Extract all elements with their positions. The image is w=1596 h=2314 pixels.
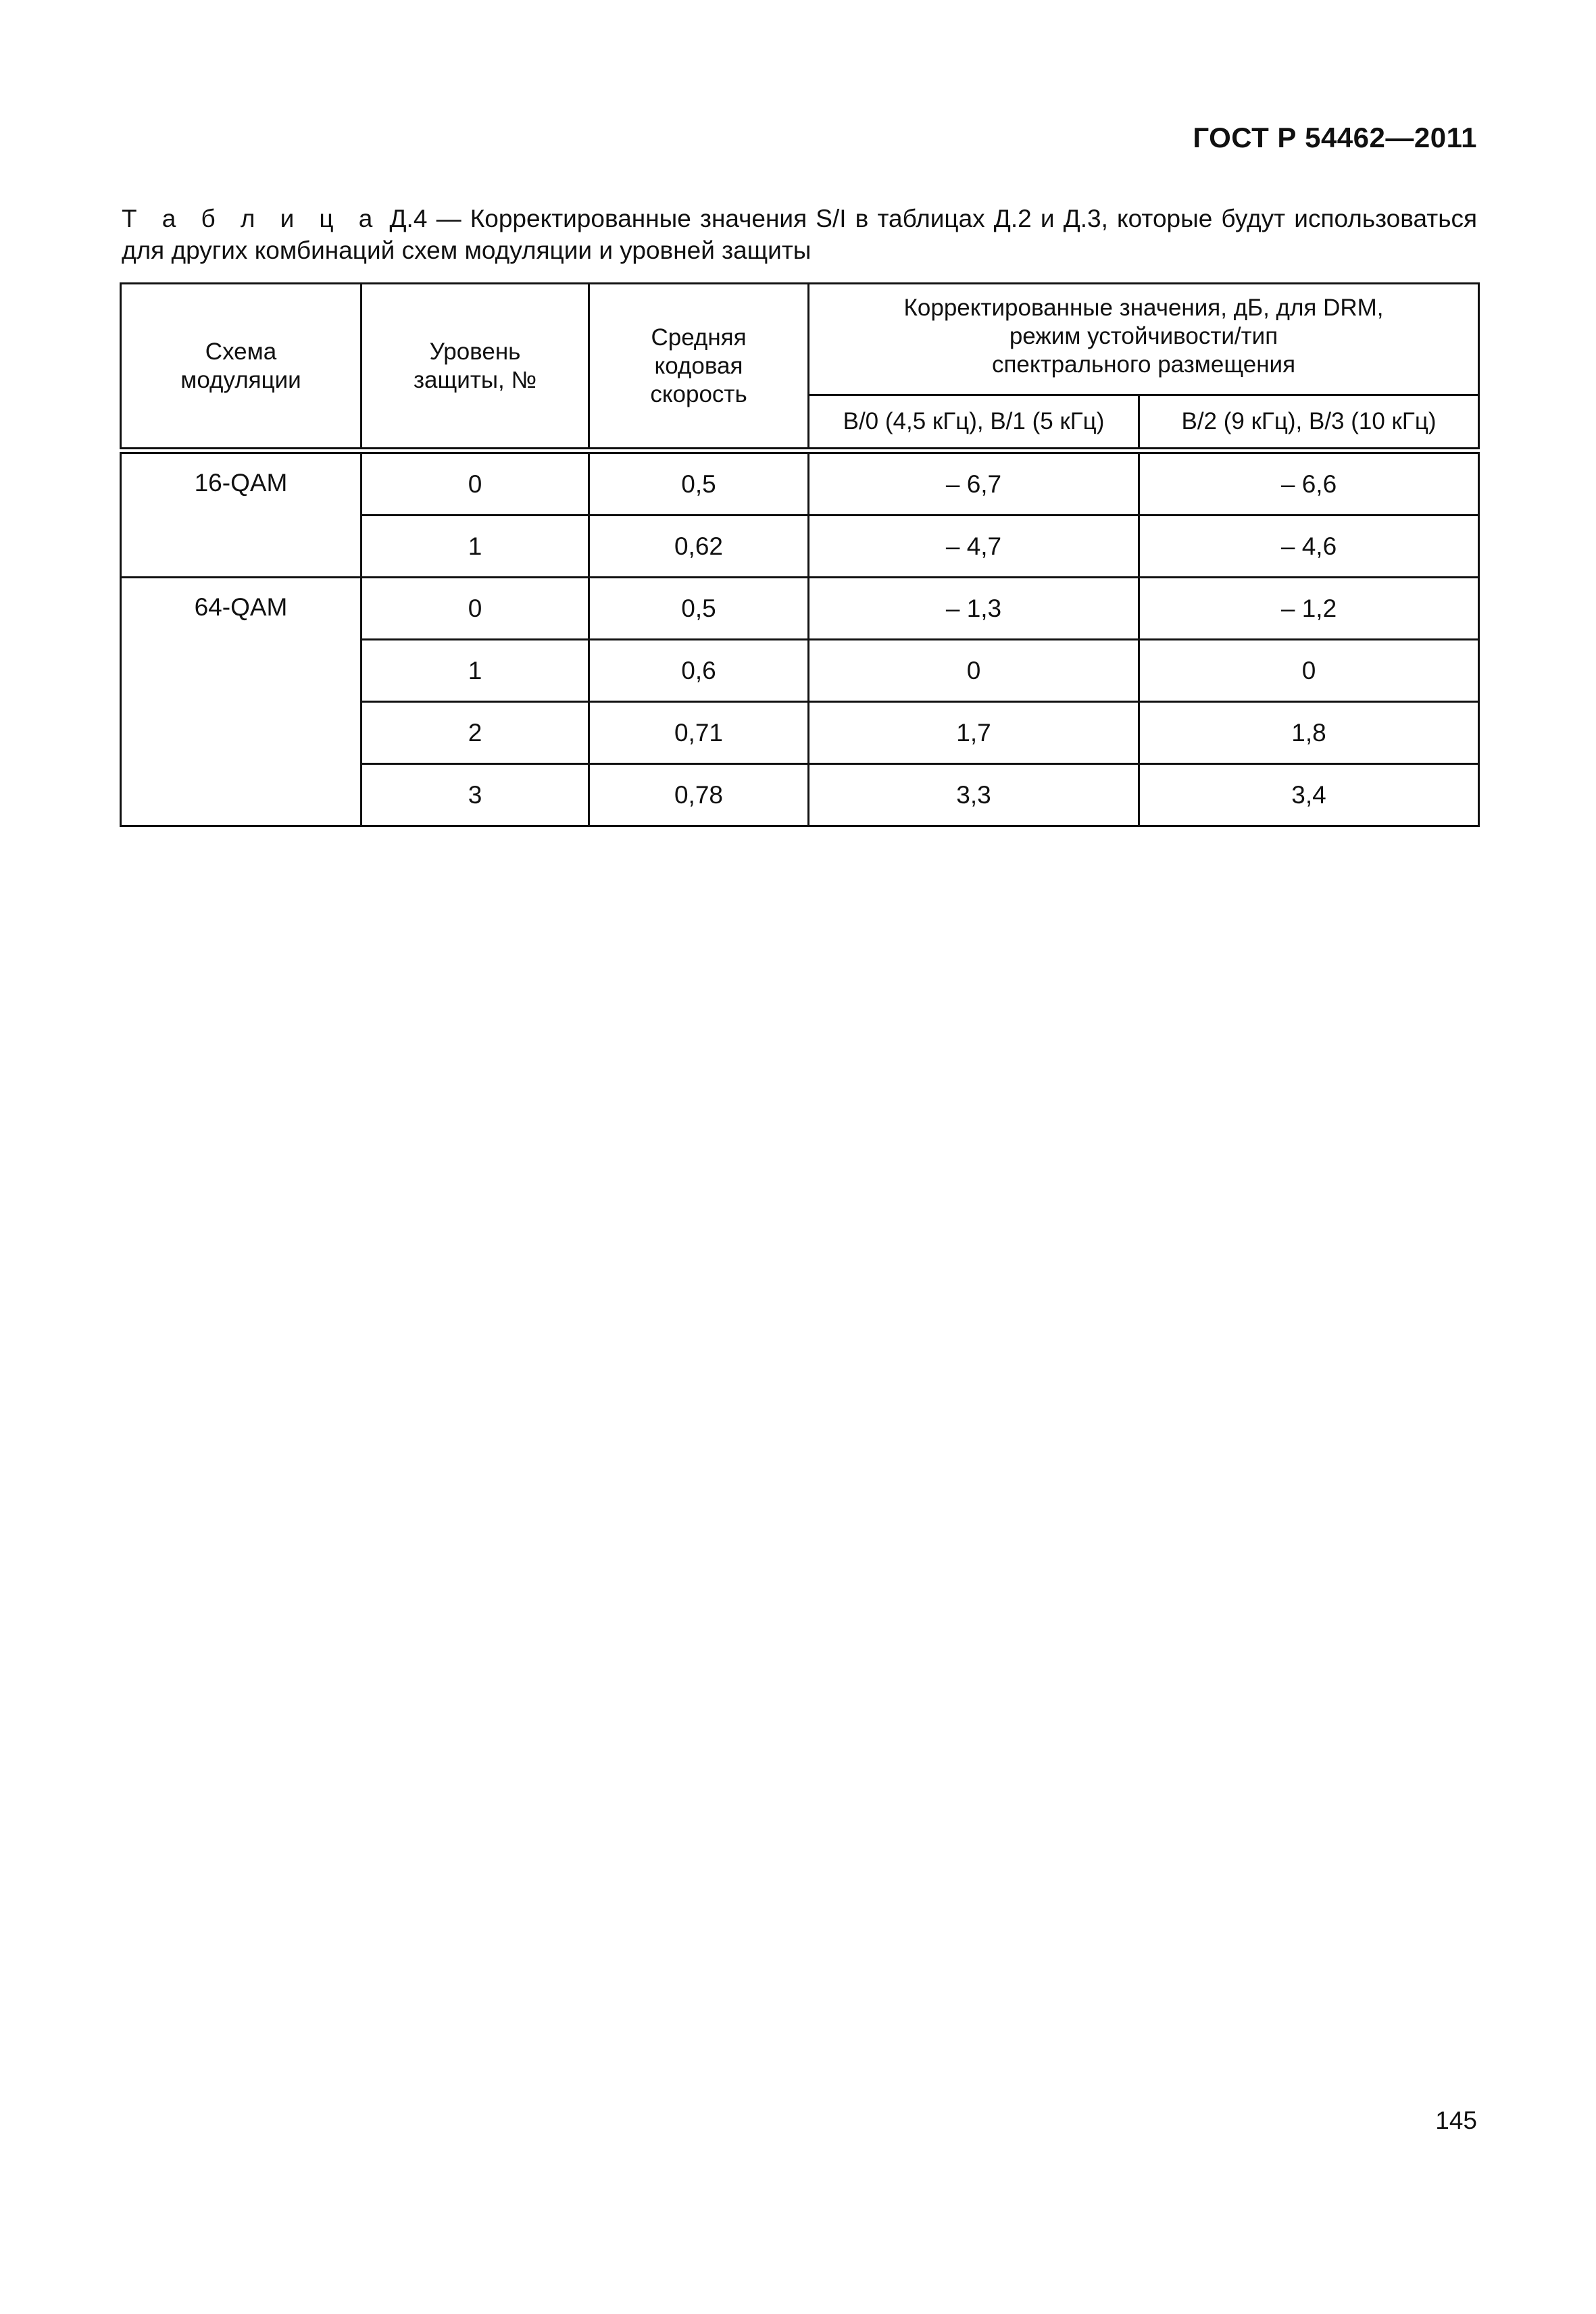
subheader-b2-b3: B/2 (9 кГц), B/3 (10 кГц) <box>1139 395 1479 451</box>
header-corrected-line1: Корректированные значения, дБ, для DRM, <box>903 295 1384 321</box>
rate-cell: 0,71 <box>589 702 809 764</box>
value-b23-cell: – 6,6 <box>1139 451 1479 515</box>
caption-text: Д.4 — Корректированные значения S/I в таблицах Д.2 и Д.3, которые будут использоваться для других комбинаций схем модуляции и уровней защиты <box>122 205 1478 264</box>
header-corrected-line3: спектрального размещения <box>991 351 1296 378</box>
header-corrected-line2: режим устойчивости/тип <box>1009 323 1278 349</box>
level-cell: 1 <box>361 640 589 702</box>
value-b23-cell: 3,4 <box>1139 764 1479 826</box>
rate-cell: 0,78 <box>589 764 809 826</box>
scheme-cell: 16-QAM <box>121 451 361 578</box>
rate-cell: 0,62 <box>589 515 809 578</box>
header-corrected-values <box>809 284 1479 395</box>
table-row <box>121 578 1479 640</box>
value-b23-cell: 0 <box>1139 640 1479 702</box>
value-b01-cell: – 4,7 <box>809 515 1139 578</box>
table-caption <box>122 203 1477 266</box>
value-b01-cell: 1,7 <box>809 702 1139 764</box>
value-b01-cell: – 6,7 <box>809 451 1139 515</box>
header-scheme <box>121 284 361 451</box>
level-cell: 3 <box>361 764 589 826</box>
header-level <box>361 284 589 451</box>
value-b01-cell: 0 <box>809 640 1139 702</box>
header-scheme-line1: Схема <box>205 338 277 365</box>
value-b23-cell: 1,8 <box>1139 702 1479 764</box>
value-b23-cell: – 4,6 <box>1139 515 1479 578</box>
rate-cell: 0,5 <box>589 578 809 640</box>
caption-label: Т а б л и ц а <box>122 205 381 232</box>
header-rate-line1: Средняя <box>651 324 747 351</box>
document-standard-header: ГОСТ Р 54462—2011 <box>1193 122 1477 153</box>
value-b01-cell: 3,3 <box>809 764 1139 826</box>
data-table <box>120 282 1480 827</box>
level-cell: 0 <box>361 451 589 515</box>
header-scheme-line2: модуляции <box>180 366 301 393</box>
table-row <box>121 451 1479 515</box>
value-b23-cell: – 1,2 <box>1139 578 1479 640</box>
level-cell: 1 <box>361 515 589 578</box>
header-level-line1: Уровень <box>429 338 521 365</box>
level-cell: 0 <box>361 578 589 640</box>
rate-cell: 0,6 <box>589 640 809 702</box>
level-cell: 2 <box>361 702 589 764</box>
header-rate-line2: кодовая <box>654 352 743 379</box>
subheader-b0-b1: B/0 (4,5 кГц), B/1 (5 кГц) <box>809 395 1139 451</box>
page-number: 145 <box>1435 2107 1477 2134</box>
header-level-line2: защиты, № <box>413 366 537 393</box>
header-rate-line3: скорость <box>650 380 747 407</box>
header-rate <box>589 284 809 451</box>
rate-cell: 0,5 <box>589 451 809 515</box>
scheme-cell: 64-QAM <box>121 578 361 826</box>
value-b01-cell: – 1,3 <box>809 578 1139 640</box>
